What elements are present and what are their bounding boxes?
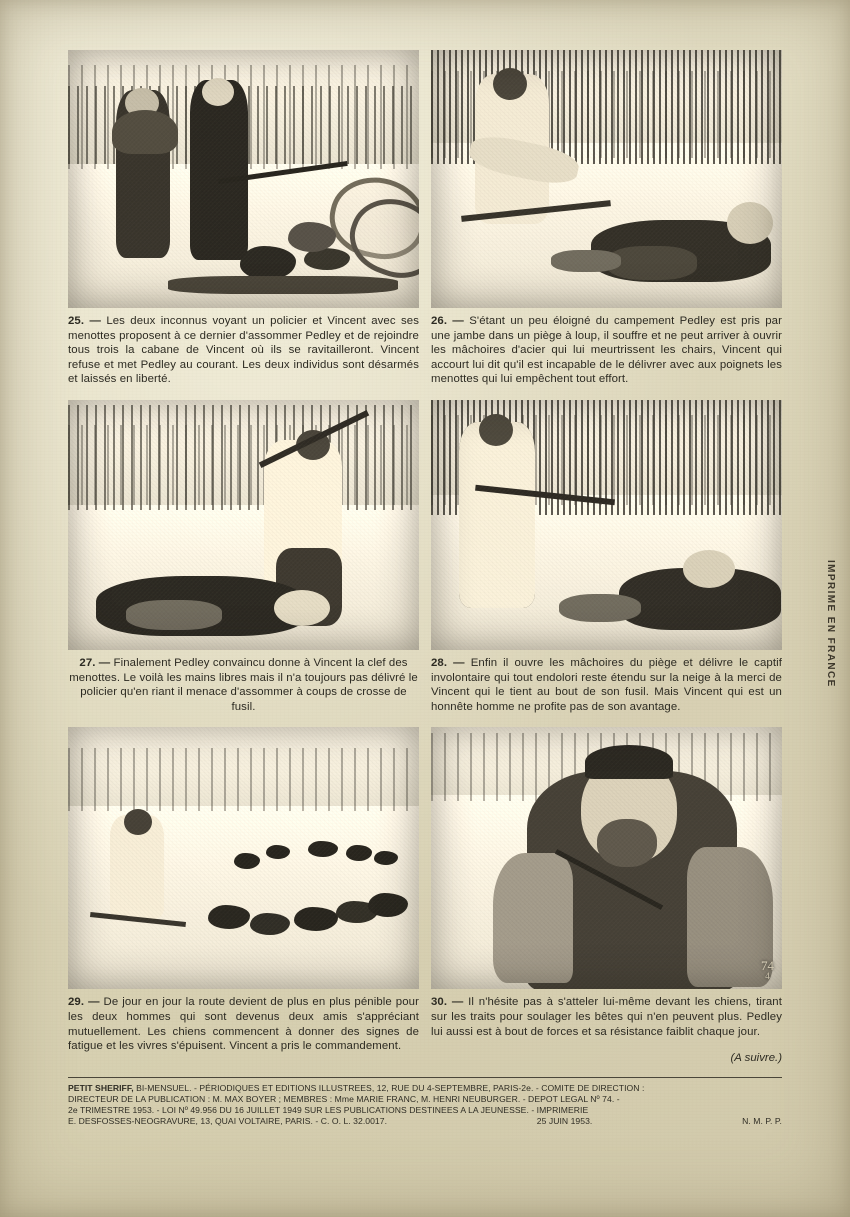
- panel-29-number: 29. —: [68, 996, 100, 1009]
- panel-30-number: 30. —: [431, 996, 464, 1009]
- colophon-printer: E. DESFOSSES-NEOGRAVURE, 13, QUAI VOLTAIRE, PARIS. - C. O. L. 32.0017.: [68, 1116, 388, 1127]
- colophon-divider: [68, 1077, 782, 1078]
- panel-25-number: 25. —: [68, 315, 101, 327]
- panel-27-number: 27. —: [79, 656, 111, 669]
- panel-27: [68, 400, 419, 727]
- printed-in-france-note: IMPRIME EN FRANCE: [825, 560, 836, 688]
- panel-28-text: Enfin il ouvre les mâchoires du piège et délivre le captif involontaire qui tout endolori reste étendu sur la neige à la merci de Vincent qui le tient au bout de son fusil. Mais Vincent qui est un honnête homme ne profite pas de son avantage.: [431, 656, 783, 713]
- colophon-line-1: [68, 1083, 782, 1094]
- panel-29-text: De jour en jour la route devient de plus en plus pénible pour les deux hommes qui sont devenus deux amis s'appréciant mutuellement. Les chiens commencent à donner des signes de fatigue et les vivres s'épuisent. Vincent a pris le commandement.: [68, 996, 419, 1053]
- panel-30: [431, 727, 782, 1066]
- panel-27-photo: [68, 400, 419, 650]
- panel-25: [68, 50, 419, 400]
- panel-26-caption: [431, 314, 782, 387]
- panel-25-caption: [68, 314, 419, 387]
- panel-29-photo: [68, 727, 419, 989]
- colophon: [68, 1083, 782, 1128]
- panel-30-photo: [431, 727, 782, 989]
- panel-28-number: 28. —: [431, 656, 465, 669]
- panel-29-caption: [68, 995, 419, 1053]
- colophon-line-1-rest: BI-MENSUEL. - PÉRIODIQUES ET EDITIONS ILLUSTREES, 12, RUE DU 4-SEPTEMBRE, PARIS-2e. - COMITE DE DIRECTION :: [133, 1082, 645, 1093]
- panel-25-text: Les deux inconnus voyant un policier et Vincent avec ses menottes proposent à ce dernier d'assommer Pedley et de rejoindre tous trois la cabane de Vincent où ils se ravitailleront. Vincent refuse et met Pedley au courant. Les deux individus sont désarmés et laissés en liberté.: [68, 315, 420, 386]
- panel-26-number: 26. —: [431, 315, 464, 327]
- panel-25-photo: [68, 50, 419, 308]
- panel-row-2: [68, 400, 782, 727]
- panel-28: [431, 400, 782, 727]
- page-content: [68, 50, 782, 1128]
- colophon-line-4: [68, 1116, 782, 1127]
- panel-30-caption: [431, 995, 782, 1039]
- colophon-line-3: 2e TRIMESTRE 1953. - LOI Nº 49.956 DU 16 JUILLET 1949 SUR LES PUBLICATIONS DESTINEES A LA JEUNESSE. - IMPRIMERIE: [68, 1105, 589, 1116]
- panel-29: [68, 727, 419, 1066]
- panel-26-photo: [431, 50, 782, 308]
- panel-26-text: S'étant un peu éloigné du campement Pedley est pris par une jambe dans un piège à loup, il souffre et ne peut arriver à ouvrir les mâchoires d'acier qui lui meurtrissent les chairs, Vincent qui accourt lui dit qu'il est incapable de le délivrer avec aux poignets les menottes qui lui empêchent tout effort.: [431, 315, 782, 386]
- colophon-date: 25 JUIN 1953.: [536, 1116, 593, 1127]
- panel-26: [431, 50, 782, 400]
- colophon-distributor: N. M. P. P.: [742, 1116, 782, 1127]
- panel-28-caption: [431, 656, 782, 714]
- page-number: 74 4: [761, 958, 774, 982]
- publication-title: PETIT SHERIFF,: [68, 1082, 134, 1093]
- panel-row-1: [68, 50, 782, 400]
- panel-27-text: Finalement Pedley convaincu donne à Vincent la clef des menottes. Le voilà les mains libres mais il n'a toujours pas délivré le policier qu'en riant il menace d'assommer à coups de crosse de fusil.: [69, 656, 418, 713]
- panel-28-photo: [431, 400, 782, 650]
- panel-row-3: [68, 727, 782, 1066]
- panel-30-text: Il n'hésite pas à s'atteler lui-même devant les chiens, tirant sur les traits pour soulager les bêtes qui n'en peuvent plus. Pedley lui aussi est à bout de forces et sa résistance faiblit chaque jour.: [431, 996, 782, 1038]
- to-be-continued: (A suivre.): [730, 1052, 782, 1065]
- colophon-line-2: DIRECTEUR DE LA PUBLICATION : M. MAX BOYER ; MEMBRES : Mme MARIE FRANC, M. HENRI NEUBURGER. - DEPOT LEGAL Nº 74. -: [68, 1093, 620, 1104]
- panel-27-caption: [68, 656, 419, 714]
